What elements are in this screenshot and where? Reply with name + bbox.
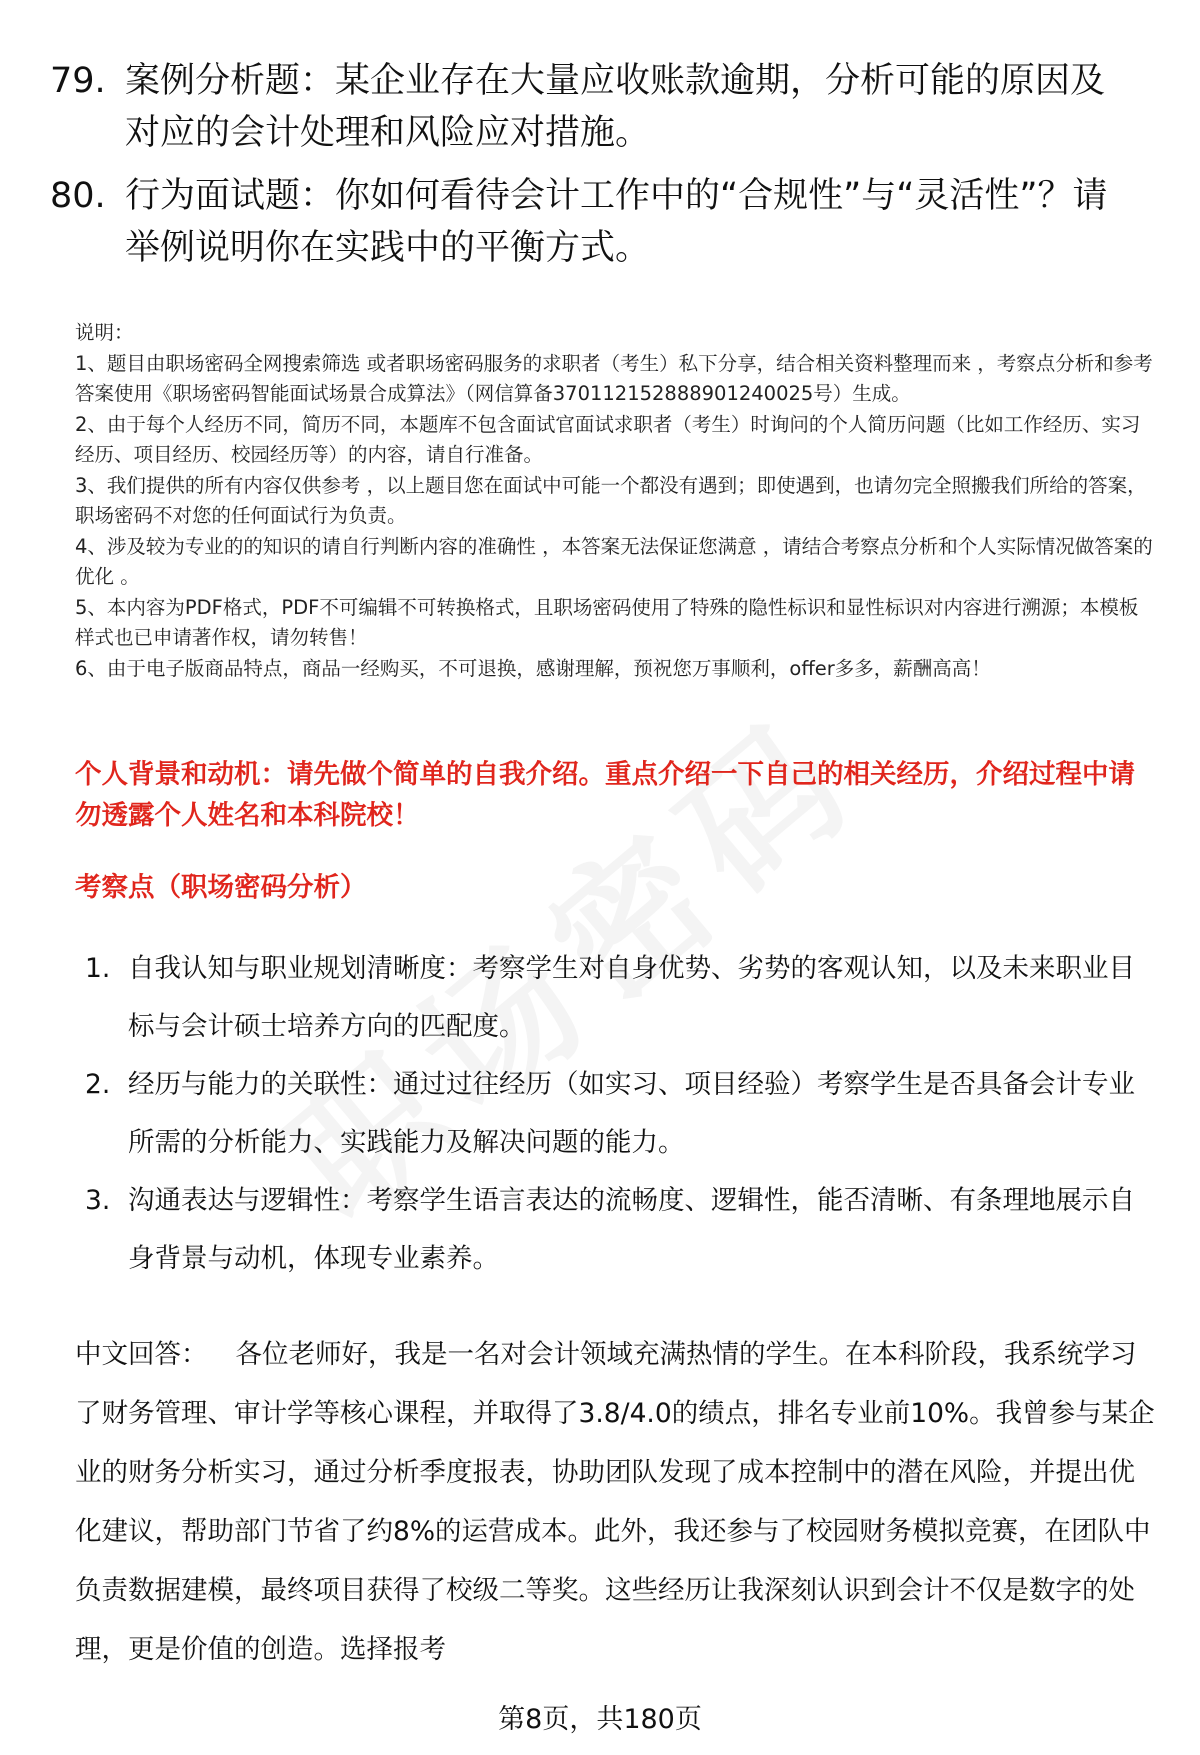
interview-prompt: 个人背景和动机：请先做个简单的自我介绍。重点介绍一下自己的相关经历，介绍过程中请勿透露个人姓名和本科院校！ <box>75 759 1135 831</box>
answer-label: 中文回答： <box>75 1339 208 1370</box>
section-title: 考察点（职场密码分析） <box>75 872 367 903</box>
question-number: 80. <box>50 176 106 216</box>
question-79 <box>50 55 1130 159</box>
notes-section <box>75 318 1155 684</box>
note-item: 4、涉及较为专业的的知识的请自行判断内容的准确性 ，本答案无法保证您满意 ，请结合考察点分析和个人实际情况做答案的优化 。 <box>75 534 1153 588</box>
assessment-points <box>75 940 1155 1288</box>
page-number: 第8页，共180页 <box>498 1704 702 1735</box>
point-text: 经历与能力的关联性：通过过往经历（如实习、项目经验）考察学生是否具备会计专业所需的分析能力、实践能力及解决问题的能力。 <box>128 1069 1135 1158</box>
point-number: 2. <box>85 1069 111 1100</box>
point-item <box>75 1172 1155 1288</box>
note-item: 6、由于电子版商品特点，商品一经购买，不可退换，感谢理解，预祝您万事顺利，offer多多，薪酬高高！ <box>75 656 991 680</box>
question-number: 79. <box>50 61 106 101</box>
note-item: 5、本内容为PDF格式，PDF不可编辑不可转换格式，且职场密码使用了特殊的隐性标识和显性标识对内容进行溯源；本模板样式也已申请著作权，请勿转售！ <box>75 595 1139 649</box>
note-item: 3、我们提供的所有内容仅供参考 ，以上题目您在面试中可能一个都没有遇到；即使遇到，也请勿完全照搬我们所给的答案，职场密码不对您的任何面试行为负责。 <box>75 473 1147 527</box>
question-text: 案例分析题：某企业存在大量应收账款逾期，分析可能的原因及对应的会计处理和风险应对措施。 <box>125 61 1106 153</box>
question-text: 行为面试题：你如何看待会计工作中的“合规性”与“灵活性”？请举例说明你在实践中的平衡方式。 <box>125 176 1108 268</box>
question-80 <box>50 170 1130 274</box>
point-number: 3. <box>85 1185 111 1216</box>
point-text: 沟通表达与逻辑性：考察学生语言表达的流畅度、逻辑性，能否清晰、有条理地展示自身背景与动机，体现专业素养。 <box>128 1185 1135 1274</box>
point-item <box>75 1056 1155 1172</box>
answer-text: 各位老师好，我是一名对会计领域充满热情的学生。在本科阶段，我系统学习了财务管理、审计学等核心课程，并取得了3.8/4.0的绩点，排名专业前10%。我曾参与某企业的财务分析实习，通过分析季度报表，协助团队发现了成本控制中的潜在风险，并提出优化建议，帮助部门节省了约8%的运营成本。此外，我还参与了校园财务模拟竞赛，在团队中负责数据建模，最终项目获得了校级二等奖。这些经历让我深刻认识到会计不仅是数字的处理，更是价值的创造。选择报考 <box>75 1339 1155 1665</box>
point-number: 1. <box>85 953 111 984</box>
note-item: 1、题目由职场密码全网搜索筛选 或者职场密码服务的求职者（考生）私下分享，结合相关资料整理而来 ，考察点分析和参考答案使用《职场密码智能面试场景合成算法》（网信算备370112152888901240025号）生成。 <box>75 351 1153 405</box>
point-text: 自我认知与职业规划清晰度：考察学生对自身优势、劣势的客观认知，以及未来职业目标与会计硕士培养方向的匹配度。 <box>128 953 1135 1042</box>
note-item: 2、由于每个人经历不同，简历不同，本题库不包含面试官面试求职者（考生）时询问的个人简历问题（比如工作经历、实习经历、项目经历、校园经历等）的内容，请自行准备。 <box>75 412 1141 466</box>
notes-title: 说明： <box>75 321 134 344</box>
point-item <box>75 940 1155 1056</box>
answer-section <box>75 1325 1155 1679</box>
